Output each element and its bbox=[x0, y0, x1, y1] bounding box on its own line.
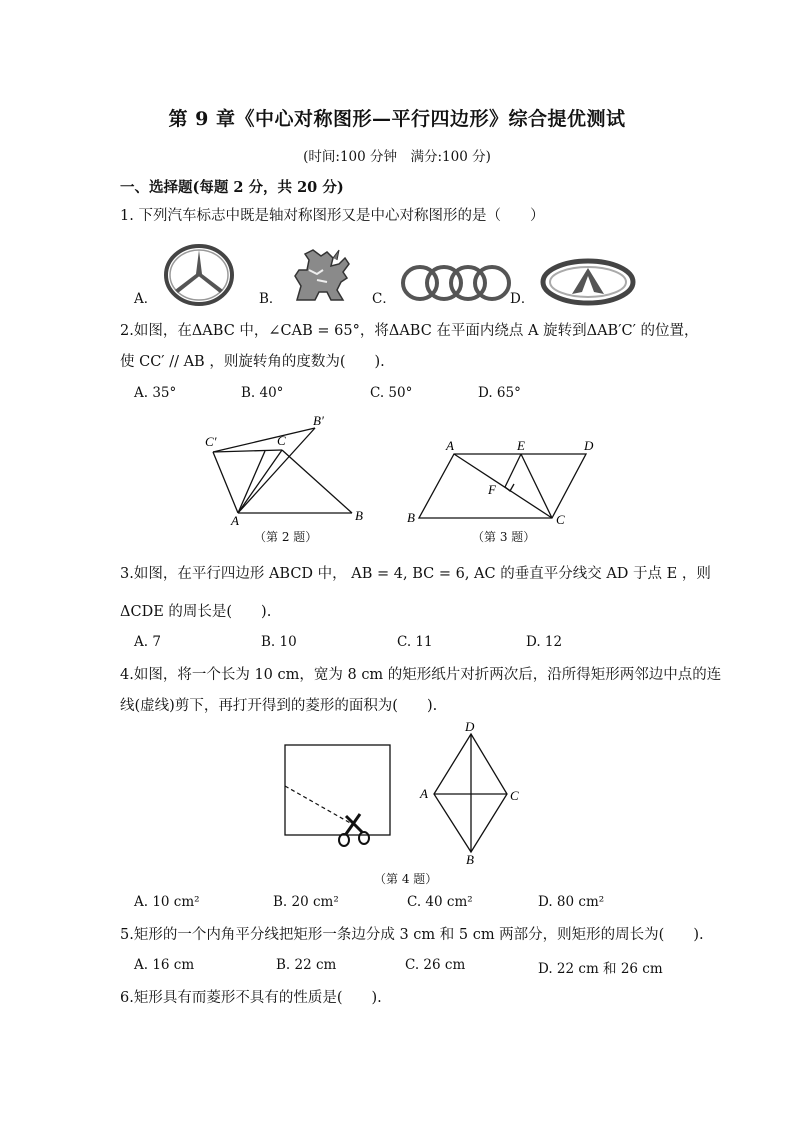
section-heading: 一、选择题(每题 2 分，共 20 分) bbox=[120, 179, 344, 196]
q4-option-c: C. 40 cm² bbox=[407, 894, 473, 910]
q4-rectangle-cut-figure bbox=[280, 740, 398, 860]
q2-option-c: C. 50° bbox=[370, 385, 413, 401]
q5-option-a: A. 16 cm bbox=[134, 957, 195, 973]
q4-option-a: A. 10 cm² bbox=[134, 894, 200, 910]
question-6-text: 6.矩形具有而菱形不具有的性质是( ). bbox=[120, 990, 382, 1006]
exam-info: (时间:100 分钟 满分:100 分) bbox=[303, 149, 491, 165]
q3-option-d: D. 12 bbox=[526, 634, 563, 650]
question-5-text: 5.矩形的一个内角平分线把矩形一条边分成 3 cm 和 5 cm 两部分，则矩形的周长为( ). bbox=[120, 927, 704, 943]
q3-label-e: E bbox=[517, 438, 525, 453]
q1-option-d-label: D． bbox=[510, 291, 535, 307]
q4-label-c: C bbox=[510, 788, 519, 803]
audi-rings-logo-icon bbox=[399, 262, 513, 304]
question-3-line-1: 3.如图，在平行四边形 ABCD 中， AB = 4, BC = 6, AC 的垂直平分线交 AD 于点 E ，则 bbox=[120, 566, 711, 582]
q4-caption: （第 4 题） bbox=[374, 872, 438, 886]
q3-caption: （第 3 题） bbox=[472, 530, 536, 544]
q3-option-c: C. 11 bbox=[397, 634, 433, 650]
q3-label-b: B bbox=[407, 510, 415, 525]
q1-option-b-label: B． bbox=[259, 291, 283, 307]
q4-rhombus-figure bbox=[414, 716, 529, 866]
peugeot-lion-logo-icon bbox=[287, 246, 357, 304]
question-3-line-2: ΔCDE 的周长是( ). bbox=[120, 604, 272, 620]
q4-label-d: D bbox=[465, 719, 475, 734]
q5-option-c: C. 26 cm bbox=[405, 957, 466, 973]
q2-label-c-prime: C′ bbox=[205, 434, 217, 449]
q4-option-b: B. 20 cm² bbox=[273, 894, 339, 910]
q5-option-b: B. 22 cm bbox=[276, 957, 337, 973]
q3-label-a: A bbox=[446, 438, 454, 453]
q2-label-a: A bbox=[231, 513, 239, 528]
question-2-line-1: 2.如图，在ΔABC 中，∠CAB = 65°，将ΔABC 在平面内绕点 A 旋转到ΔAB′C′ 的位置， bbox=[120, 323, 699, 339]
q2-triangle-figure bbox=[195, 412, 385, 530]
q2-option-b: B. 40° bbox=[241, 385, 284, 401]
question-2-line-2: 使 CC′ // AB ，则旋转角的度数为( ). bbox=[120, 354, 385, 370]
q2-label-b: B bbox=[355, 508, 363, 523]
q3-label-d: D bbox=[584, 438, 594, 453]
q4-label-b: B bbox=[466, 852, 474, 866]
q1-option-c-label: C． bbox=[372, 291, 396, 307]
q4-option-d: D. 80 cm² bbox=[538, 894, 605, 910]
q1-option-a-label: A． bbox=[134, 291, 158, 307]
question-4-line-2: 线(虚线)剪下，再打开得到的菱形的面积为( ). bbox=[120, 698, 438, 714]
q2-label-b-prime: B′ bbox=[313, 413, 324, 428]
q3-label-f: F bbox=[488, 482, 496, 497]
question-4-line-1: 4.如图，将一个长为 10 cm，宽为 8 cm 的矩形纸片对折两次后，沿所得矩形两邻边中点的连 bbox=[120, 667, 722, 683]
q3-parallelogram-figure bbox=[400, 436, 600, 530]
q2-option-a: A. 35° bbox=[134, 385, 177, 401]
q2-label-c: C bbox=[277, 433, 286, 448]
mercedes-logo-icon bbox=[163, 244, 235, 306]
page-title: 第 9 章《中心对称图形—平行四边形》综合提优测试 bbox=[168, 108, 626, 130]
q3-option-b: B. 10 bbox=[261, 634, 297, 650]
scissors-icon bbox=[339, 814, 369, 846]
q3-label-c: C bbox=[556, 512, 565, 527]
q3-option-a: A. 7 bbox=[134, 634, 161, 650]
infiniti-logo-icon bbox=[540, 258, 636, 306]
q4-label-a: A bbox=[420, 786, 428, 801]
q2-option-d: D. 65° bbox=[478, 385, 521, 401]
q5-option-d: D. 22 cm 和 26 cm bbox=[538, 961, 663, 977]
q2-caption: （第 2 题） bbox=[254, 530, 318, 544]
question-1-text: 1. 下列汽车标志中既是轴对称图形又是中心对称图形的是（ ） bbox=[120, 208, 545, 224]
